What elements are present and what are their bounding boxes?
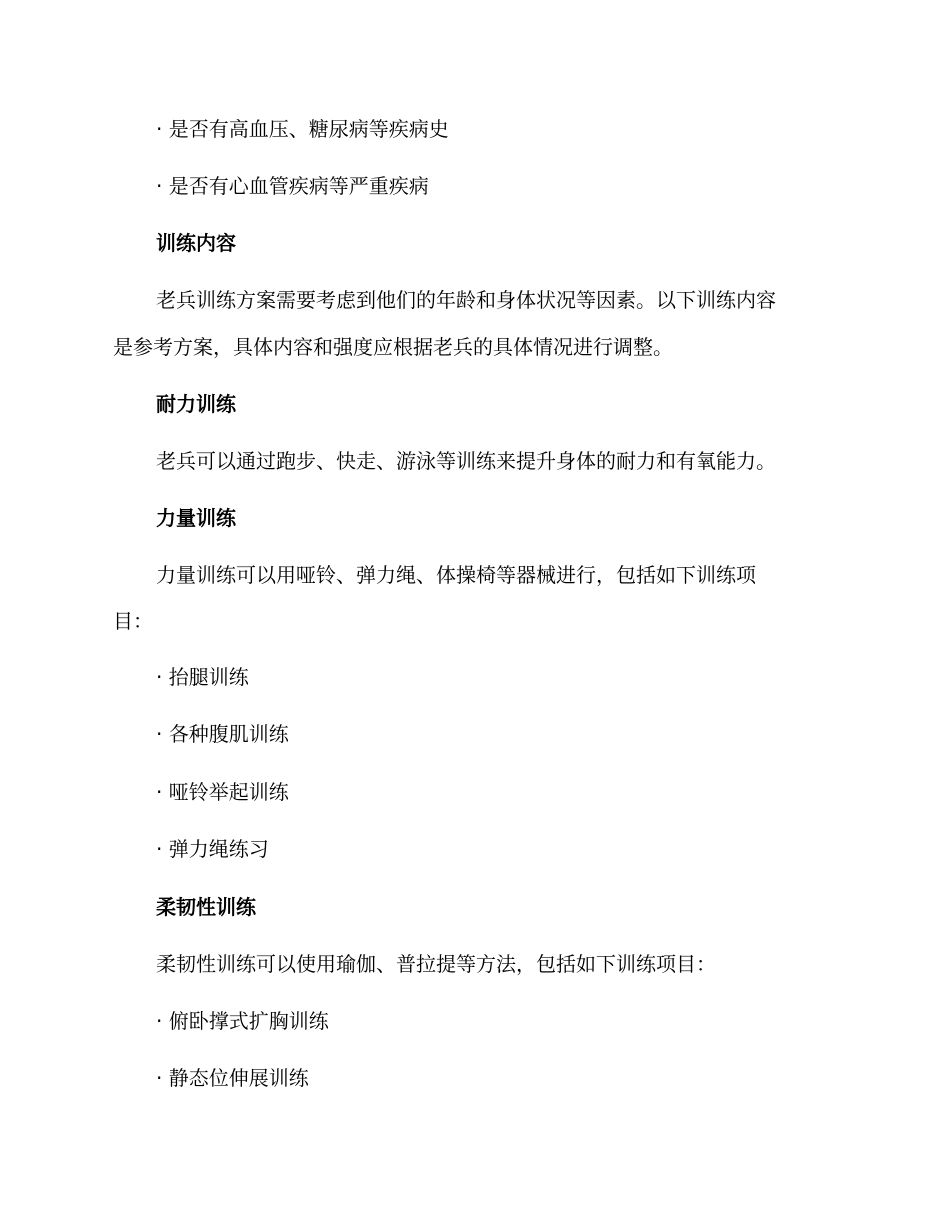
- bullet-cardiovascular: · 是否有心血管疾病等严重疾病: [156, 174, 429, 198]
- bullet-dumbbell-lift: · 哑铃举起训练: [156, 780, 289, 804]
- intro-paragraph-line-1: 老兵训练方案需要考虑到他们的年龄和身体状况等因素。以下训练内容: [156, 288, 776, 312]
- bullet-static-stretch: · 静态位伸展训练: [156, 1066, 309, 1090]
- heading-training-content: 训练内容: [156, 231, 236, 255]
- strength-paragraph-line-2: 目：: [113, 609, 153, 633]
- strength-paragraph-line-1: 力量训练可以用哑铃、弹力绳、体操椅等器械进行，包括如下训练项: [156, 563, 756, 587]
- heading-flexibility: 柔韧性训练: [156, 895, 256, 919]
- bullet-pushup-chest: · 俯卧撑式扩胸训练: [156, 1009, 329, 1033]
- bullet-resistance-band: · 弹力绳练习: [156, 837, 269, 861]
- bullet-abs: · 各种腹肌训练: [156, 722, 289, 746]
- intro-paragraph-line-2: 是参考方案，具体内容和强度应根据老兵的具体情况进行调整。: [113, 335, 673, 359]
- flexibility-paragraph: 柔韧性训练可以使用瑜伽、普拉提等方法，包括如下训练项目：: [156, 952, 716, 976]
- heading-strength: 力量训练: [156, 506, 236, 530]
- bullet-hypertension-diabetes: · 是否有高血压、糖尿病等疾病史: [156, 117, 449, 141]
- heading-endurance: 耐力训练: [156, 392, 236, 416]
- endurance-paragraph: 老兵可以通过跑步、快走、游泳等训练来提升身体的耐力和有氧能力。: [156, 449, 776, 473]
- bullet-leg-raise: · 抬腿训练: [156, 665, 249, 689]
